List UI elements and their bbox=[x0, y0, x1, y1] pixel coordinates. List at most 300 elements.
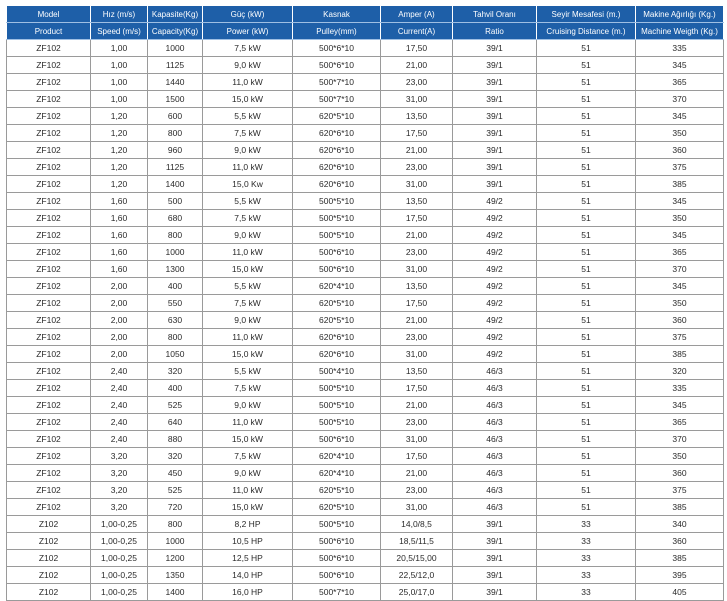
table-cell: 5,5 kW bbox=[203, 193, 293, 210]
table-cell: 51 bbox=[537, 312, 636, 329]
table-cell: 51 bbox=[537, 108, 636, 125]
table-cell: 15,0 Kw bbox=[203, 176, 293, 193]
table-cell: ZF102 bbox=[7, 380, 91, 397]
table-cell: 51 bbox=[537, 414, 636, 431]
table-row bbox=[7, 176, 724, 193]
table-cell: 7,5 kW bbox=[203, 210, 293, 227]
table-cell: 500*5*10 bbox=[293, 397, 381, 414]
table-cell: 22,5/12,0 bbox=[381, 567, 453, 584]
table-cell: 385 bbox=[636, 550, 724, 567]
table-cell: 31,00 bbox=[381, 499, 453, 516]
table-cell: 375 bbox=[636, 159, 724, 176]
table-cell: 46/3 bbox=[453, 431, 537, 448]
column-header: Speed (m/s) bbox=[91, 23, 148, 40]
table-cell: ZF102 bbox=[7, 482, 91, 499]
table-cell: 7,5 kW bbox=[203, 295, 293, 312]
table-cell: 15,0 kW bbox=[203, 261, 293, 278]
header-row-turkish bbox=[7, 6, 724, 23]
table-cell: 320 bbox=[148, 448, 203, 465]
table-cell: ZF102 bbox=[7, 108, 91, 125]
table-cell: 360 bbox=[636, 312, 724, 329]
table-row bbox=[7, 125, 724, 142]
table-cell: 500*5*10 bbox=[293, 516, 381, 533]
table-cell: 51 bbox=[537, 278, 636, 295]
table-cell: 5,5 kW bbox=[203, 108, 293, 125]
table-cell: 620*5*10 bbox=[293, 295, 381, 312]
table-row bbox=[7, 329, 724, 346]
table-cell: 46/3 bbox=[453, 482, 537, 499]
table-cell: ZF102 bbox=[7, 312, 91, 329]
column-header: Seyir Mesafesi (m.) bbox=[537, 6, 636, 23]
table-cell: 500*7*10 bbox=[293, 584, 381, 601]
table-cell: 17,50 bbox=[381, 448, 453, 465]
table-cell: 17,50 bbox=[381, 295, 453, 312]
table-cell: 620*5*10 bbox=[293, 482, 381, 499]
table-cell: 320 bbox=[148, 363, 203, 380]
table-cell: 1,00-0,25 bbox=[91, 584, 148, 601]
table-cell: 15,0 kW bbox=[203, 346, 293, 363]
table-cell: 360 bbox=[636, 465, 724, 482]
table-cell: 500*6*10 bbox=[293, 40, 381, 57]
table-cell: ZF102 bbox=[7, 295, 91, 312]
table-cell: 39/1 bbox=[453, 108, 537, 125]
table-cell: 46/3 bbox=[453, 448, 537, 465]
table-cell: 15,0 kW bbox=[203, 431, 293, 448]
table-cell: 620*4*10 bbox=[293, 448, 381, 465]
table-row bbox=[7, 159, 724, 176]
table-cell: 350 bbox=[636, 125, 724, 142]
column-header: Güç (kW) bbox=[203, 6, 293, 23]
table-cell: 21,00 bbox=[381, 142, 453, 159]
table-cell: 51 bbox=[537, 499, 636, 516]
table-cell: 13,50 bbox=[381, 193, 453, 210]
table-cell: 25,0/17,0 bbox=[381, 584, 453, 601]
table-cell: 500*5*10 bbox=[293, 380, 381, 397]
table-cell: 39/1 bbox=[453, 567, 537, 584]
table-cell: 345 bbox=[636, 227, 724, 244]
table-cell: 620*5*10 bbox=[293, 108, 381, 125]
column-header: Model bbox=[7, 6, 91, 23]
table-cell: 14,0 HP bbox=[203, 567, 293, 584]
column-header: Amper (A) bbox=[381, 6, 453, 23]
table-cell: 39/1 bbox=[453, 584, 537, 601]
table-cell: 51 bbox=[537, 346, 636, 363]
table-cell: ZF102 bbox=[7, 448, 91, 465]
table-cell: 620*5*10 bbox=[293, 312, 381, 329]
table-cell: 21,00 bbox=[381, 227, 453, 244]
table-cell: 11,0 kW bbox=[203, 329, 293, 346]
table-cell: 46/3 bbox=[453, 499, 537, 516]
table-cell: 18,5/11,5 bbox=[381, 533, 453, 550]
table-cell: 500*5*10 bbox=[293, 210, 381, 227]
table-cell: 500*5*10 bbox=[293, 414, 381, 431]
table-cell: 49/2 bbox=[453, 227, 537, 244]
table-cell: 51 bbox=[537, 74, 636, 91]
table-cell: 31,00 bbox=[381, 176, 453, 193]
table-cell: 49/2 bbox=[453, 312, 537, 329]
table-cell: 49/2 bbox=[453, 278, 537, 295]
table-cell: 13,50 bbox=[381, 363, 453, 380]
table-cell: 7,5 kW bbox=[203, 40, 293, 57]
table-row bbox=[7, 278, 724, 295]
table-cell: 23,00 bbox=[381, 159, 453, 176]
table-cell: 1,00-0,25 bbox=[91, 516, 148, 533]
table-cell: 51 bbox=[537, 295, 636, 312]
table-cell: 33 bbox=[537, 567, 636, 584]
table-cell: 1440 bbox=[148, 74, 203, 91]
table-cell: 500*6*10 bbox=[293, 261, 381, 278]
table-cell: 33 bbox=[537, 550, 636, 567]
table-cell: 39/1 bbox=[453, 74, 537, 91]
table-cell: 620*6*10 bbox=[293, 329, 381, 346]
table-cell: 51 bbox=[537, 40, 636, 57]
table-cell: 2,40 bbox=[91, 431, 148, 448]
table-cell: 49/2 bbox=[453, 329, 537, 346]
table-cell: 11,0 kW bbox=[203, 74, 293, 91]
table-cell: 21,00 bbox=[381, 57, 453, 74]
table-cell: 550 bbox=[148, 295, 203, 312]
table-cell: 49/2 bbox=[453, 244, 537, 261]
table-cell: ZF102 bbox=[7, 397, 91, 414]
table-cell: 620*6*10 bbox=[293, 176, 381, 193]
column-header: Hız (m/s) bbox=[91, 6, 148, 23]
table-row bbox=[7, 91, 724, 108]
table-row bbox=[7, 431, 724, 448]
header-row-english bbox=[7, 23, 724, 40]
table-cell: ZF102 bbox=[7, 278, 91, 295]
table-cell: 2,40 bbox=[91, 363, 148, 380]
table-cell: 1400 bbox=[148, 176, 203, 193]
table-cell: 500*6*10 bbox=[293, 533, 381, 550]
table-row bbox=[7, 57, 724, 74]
table-cell: 500*6*10 bbox=[293, 550, 381, 567]
column-header: Cruising Distance (m.) bbox=[537, 23, 636, 40]
table-cell: 620*5*10 bbox=[293, 499, 381, 516]
table-cell: 620*4*10 bbox=[293, 465, 381, 482]
table-cell: 51 bbox=[537, 159, 636, 176]
table-cell: 1000 bbox=[148, 533, 203, 550]
table-cell: 350 bbox=[636, 448, 724, 465]
table-row bbox=[7, 567, 724, 584]
table-cell: 9,0 kW bbox=[203, 57, 293, 74]
table-cell: 1200 bbox=[148, 550, 203, 567]
table-cell: ZF102 bbox=[7, 227, 91, 244]
table-cell: 500*6*10 bbox=[293, 567, 381, 584]
table-cell: 51 bbox=[537, 210, 636, 227]
table-cell: 51 bbox=[537, 176, 636, 193]
table-header bbox=[7, 6, 724, 40]
table-cell: 51 bbox=[537, 244, 636, 261]
table-cell: 620*6*10 bbox=[293, 125, 381, 142]
column-header: Machine Weigth (Kg.) bbox=[636, 23, 724, 40]
table-cell: 9,0 kW bbox=[203, 142, 293, 159]
table-cell: 500*6*10 bbox=[293, 431, 381, 448]
table-cell: 49/2 bbox=[453, 210, 537, 227]
table-row bbox=[7, 261, 724, 278]
table-cell: 375 bbox=[636, 329, 724, 346]
table-cell: 345 bbox=[636, 397, 724, 414]
table-cell: 46/3 bbox=[453, 465, 537, 482]
table-cell: 800 bbox=[148, 329, 203, 346]
table-cell: 11,0 kW bbox=[203, 482, 293, 499]
table-cell: 2,00 bbox=[91, 329, 148, 346]
table-cell: 51 bbox=[537, 91, 636, 108]
table-cell: 51 bbox=[537, 227, 636, 244]
table-cell: 2,40 bbox=[91, 380, 148, 397]
table-row bbox=[7, 346, 724, 363]
table-cell: 5,5 kW bbox=[203, 278, 293, 295]
table-cell: 51 bbox=[537, 397, 636, 414]
table-cell: 33 bbox=[537, 584, 636, 601]
table-cell: 7,5 kW bbox=[203, 380, 293, 397]
table-cell: 13,50 bbox=[381, 278, 453, 295]
table-cell: 600 bbox=[148, 108, 203, 125]
table-cell: 500*7*10 bbox=[293, 74, 381, 91]
table-cell: 51 bbox=[537, 193, 636, 210]
table-cell: 5,5 kW bbox=[203, 363, 293, 380]
table-cell: ZF102 bbox=[7, 91, 91, 108]
table-cell: 1300 bbox=[148, 261, 203, 278]
table-cell: 680 bbox=[148, 210, 203, 227]
table-cell: 39/1 bbox=[453, 159, 537, 176]
table-cell: 385 bbox=[636, 346, 724, 363]
table-cell: 9,0 kW bbox=[203, 227, 293, 244]
column-header: Product bbox=[7, 23, 91, 40]
table-cell: 370 bbox=[636, 261, 724, 278]
table-cell: 2,00 bbox=[91, 346, 148, 363]
table-cell: 49/2 bbox=[453, 295, 537, 312]
table-row bbox=[7, 312, 724, 329]
table-cell: 320 bbox=[636, 363, 724, 380]
table-cell: 360 bbox=[636, 142, 724, 159]
table-cell: ZF102 bbox=[7, 57, 91, 74]
table-cell: 49/2 bbox=[453, 346, 537, 363]
table-cell: 385 bbox=[636, 176, 724, 193]
table-cell: 385 bbox=[636, 499, 724, 516]
table-cell: 1,60 bbox=[91, 193, 148, 210]
table-row bbox=[7, 380, 724, 397]
table-cell: ZF102 bbox=[7, 193, 91, 210]
table-row bbox=[7, 499, 724, 516]
table-cell: 39/1 bbox=[453, 40, 537, 57]
table-cell: ZF102 bbox=[7, 499, 91, 516]
table-cell: 335 bbox=[636, 40, 724, 57]
table-row bbox=[7, 193, 724, 210]
table-cell: 370 bbox=[636, 431, 724, 448]
table-cell: 16,0 HP bbox=[203, 584, 293, 601]
table-cell: 800 bbox=[148, 125, 203, 142]
table-cell: 39/1 bbox=[453, 176, 537, 193]
table-cell: 1050 bbox=[148, 346, 203, 363]
table-cell: 51 bbox=[537, 57, 636, 74]
table-cell: ZF102 bbox=[7, 261, 91, 278]
table-cell: 1,60 bbox=[91, 210, 148, 227]
table-cell: ZF102 bbox=[7, 244, 91, 261]
table-cell: 370 bbox=[636, 91, 724, 108]
table-cell: 17,50 bbox=[381, 380, 453, 397]
table-cell: ZF102 bbox=[7, 431, 91, 448]
table-cell: 31,00 bbox=[381, 346, 453, 363]
table-cell: Z102 bbox=[7, 516, 91, 533]
table-cell: 11,0 kW bbox=[203, 244, 293, 261]
table-cell: 345 bbox=[636, 193, 724, 210]
table-cell: 33 bbox=[537, 516, 636, 533]
table-cell: 21,00 bbox=[381, 397, 453, 414]
table-cell: ZF102 bbox=[7, 125, 91, 142]
table-row bbox=[7, 74, 724, 91]
table-cell: 51 bbox=[537, 380, 636, 397]
column-header: Capacity(Kg) bbox=[148, 23, 203, 40]
table-cell: 1000 bbox=[148, 244, 203, 261]
table-cell: ZF102 bbox=[7, 74, 91, 91]
table-cell: 14,0/8,5 bbox=[381, 516, 453, 533]
table-cell: 720 bbox=[148, 499, 203, 516]
table-cell: ZF102 bbox=[7, 40, 91, 57]
table-cell: 1350 bbox=[148, 567, 203, 584]
table-cell: 3,20 bbox=[91, 482, 148, 499]
table-cell: 620*6*10 bbox=[293, 346, 381, 363]
table-cell: 31,00 bbox=[381, 261, 453, 278]
table-row bbox=[7, 142, 724, 159]
column-header: Makine Ağırlığı (Kg.) bbox=[636, 6, 724, 23]
table-cell: 1000 bbox=[148, 40, 203, 57]
table-cell: 13,50 bbox=[381, 108, 453, 125]
table-cell: ZF102 bbox=[7, 465, 91, 482]
table-row bbox=[7, 584, 724, 601]
elevator-machine-spec-table bbox=[6, 5, 724, 601]
table-cell: 1,00-0,25 bbox=[91, 550, 148, 567]
table-cell: 335 bbox=[636, 380, 724, 397]
column-header: Kasnak bbox=[293, 6, 381, 23]
table-cell: 20,5/15,00 bbox=[381, 550, 453, 567]
table-cell: 9,0 kW bbox=[203, 312, 293, 329]
table-cell: 31,00 bbox=[381, 431, 453, 448]
table-cell: 400 bbox=[148, 380, 203, 397]
table-cell: 345 bbox=[636, 108, 724, 125]
table-cell: 500*7*10 bbox=[293, 91, 381, 108]
table-cell: 345 bbox=[636, 57, 724, 74]
table-row bbox=[7, 363, 724, 380]
table-cell: 500*5*10 bbox=[293, 193, 381, 210]
table-cell: 51 bbox=[537, 431, 636, 448]
table-cell: 7,5 kW bbox=[203, 448, 293, 465]
table-cell: 1,00 bbox=[91, 91, 148, 108]
table-cell: 620*6*10 bbox=[293, 159, 381, 176]
table-cell: 9,0 kW bbox=[203, 397, 293, 414]
table-cell: 49/2 bbox=[453, 261, 537, 278]
table-cell: 400 bbox=[148, 278, 203, 295]
column-header: Pulley(mm) bbox=[293, 23, 381, 40]
column-header: Ratio bbox=[453, 23, 537, 40]
table-cell: 340 bbox=[636, 516, 724, 533]
table-cell: 12,5 HP bbox=[203, 550, 293, 567]
table-cell: ZF102 bbox=[7, 346, 91, 363]
table-cell: 1125 bbox=[148, 57, 203, 74]
table-cell: 23,00 bbox=[381, 414, 453, 431]
table-cell: Z102 bbox=[7, 533, 91, 550]
table-row bbox=[7, 414, 724, 431]
table-row bbox=[7, 448, 724, 465]
table-cell: 8,2 HP bbox=[203, 516, 293, 533]
table-row bbox=[7, 227, 724, 244]
table-cell: 39/1 bbox=[453, 550, 537, 567]
table-cell: 365 bbox=[636, 414, 724, 431]
table-cell: 620*6*10 bbox=[293, 142, 381, 159]
table-cell: 1,00 bbox=[91, 40, 148, 57]
table-body bbox=[7, 40, 724, 601]
table-cell: 525 bbox=[148, 397, 203, 414]
table-cell: 21,00 bbox=[381, 465, 453, 482]
table-cell: 51 bbox=[537, 261, 636, 278]
table-cell: Z102 bbox=[7, 584, 91, 601]
table-row bbox=[7, 108, 724, 125]
table-cell: 630 bbox=[148, 312, 203, 329]
table-cell: 23,00 bbox=[381, 244, 453, 261]
table-cell: ZF102 bbox=[7, 363, 91, 380]
table-cell: 21,00 bbox=[381, 312, 453, 329]
table-row bbox=[7, 516, 724, 533]
table-cell: 525 bbox=[148, 482, 203, 499]
table-row bbox=[7, 397, 724, 414]
table-cell: ZF102 bbox=[7, 414, 91, 431]
table-cell: ZF102 bbox=[7, 159, 91, 176]
table-cell: 365 bbox=[636, 244, 724, 261]
table-cell: 500*6*10 bbox=[293, 57, 381, 74]
spec-table-container bbox=[6, 5, 723, 601]
table-cell: 1,20 bbox=[91, 142, 148, 159]
table-cell: 17,50 bbox=[381, 40, 453, 57]
table-cell: 7,5 kW bbox=[203, 125, 293, 142]
table-row bbox=[7, 482, 724, 499]
table-cell: 1,20 bbox=[91, 176, 148, 193]
table-cell: 2,00 bbox=[91, 278, 148, 295]
table-cell: 51 bbox=[537, 363, 636, 380]
table-row bbox=[7, 550, 724, 567]
table-cell: 1,60 bbox=[91, 261, 148, 278]
table-cell: 500 bbox=[148, 193, 203, 210]
table-cell: 49/2 bbox=[453, 193, 537, 210]
table-cell: 51 bbox=[537, 125, 636, 142]
table-cell: 39/1 bbox=[453, 57, 537, 74]
table-cell: 46/3 bbox=[453, 363, 537, 380]
table-cell: 11,0 kW bbox=[203, 414, 293, 431]
table-cell: ZF102 bbox=[7, 210, 91, 227]
table-cell: 3,20 bbox=[91, 448, 148, 465]
column-header: Kapasite(Kg) bbox=[148, 6, 203, 23]
table-cell: 46/3 bbox=[453, 397, 537, 414]
column-header: Current(A) bbox=[381, 23, 453, 40]
table-cell: 46/3 bbox=[453, 414, 537, 431]
table-cell: 33 bbox=[537, 533, 636, 550]
table-cell: Z102 bbox=[7, 550, 91, 567]
table-cell: 350 bbox=[636, 210, 724, 227]
table-cell: 500*4*10 bbox=[293, 363, 381, 380]
table-cell: 51 bbox=[537, 142, 636, 159]
table-row bbox=[7, 533, 724, 550]
table-cell: 1,20 bbox=[91, 108, 148, 125]
table-cell: 2,40 bbox=[91, 414, 148, 431]
table-row bbox=[7, 244, 724, 261]
table-cell: 1,00 bbox=[91, 57, 148, 74]
table-cell: 23,00 bbox=[381, 329, 453, 346]
table-cell: 51 bbox=[537, 329, 636, 346]
table-cell: 1,60 bbox=[91, 227, 148, 244]
table-cell: 395 bbox=[636, 567, 724, 584]
table-cell: 17,50 bbox=[381, 210, 453, 227]
table-cell: 3,20 bbox=[91, 465, 148, 482]
table-cell: 1,20 bbox=[91, 159, 148, 176]
table-cell: 11,0 kW bbox=[203, 159, 293, 176]
